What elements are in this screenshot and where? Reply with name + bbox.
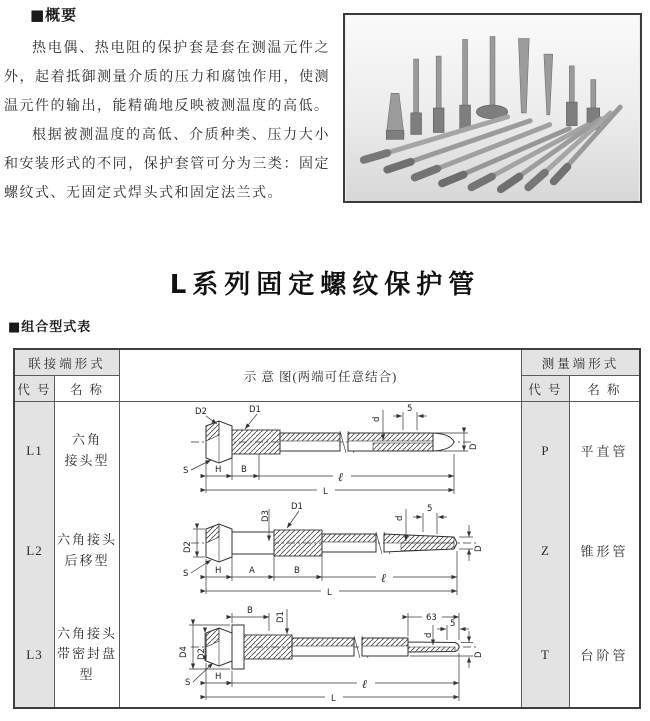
header-name-left: 名 称 bbox=[55, 376, 120, 402]
row-l2-name bbox=[55, 499, 119, 602]
dim-label-d2: D2 bbox=[194, 407, 207, 417]
dim-label-ell: ℓ bbox=[337, 470, 343, 484]
dim-label-D: D bbox=[473, 651, 484, 658]
row-l1-diagram bbox=[120, 402, 521, 499]
row-l1-code: L1 bbox=[26, 442, 43, 458]
header-code-right: 代 号 bbox=[522, 376, 570, 402]
row-l2-name-line2: 后移型 bbox=[64, 552, 110, 568]
dim-label-s: S bbox=[184, 678, 190, 688]
dim-label-d2: D2 bbox=[182, 541, 193, 553]
dim-label-ell: ℓ bbox=[380, 571, 386, 585]
dim-label-s: S bbox=[182, 466, 188, 476]
column-connection-name bbox=[55, 402, 120, 707]
dim-label-d: d bbox=[423, 632, 434, 638]
row-l3-meas-name: 台阶管 bbox=[580, 648, 629, 663]
row-l2-name-line1: 六角接头 bbox=[56, 532, 117, 548]
column-connection-code bbox=[15, 402, 55, 707]
dim-label-d2: D2 bbox=[196, 648, 207, 660]
row-l1-name-line1: 六角 bbox=[71, 432, 102, 448]
l2-drawing bbox=[191, 524, 476, 562]
row-l2-meas-name: 锥形管 bbox=[580, 544, 629, 559]
dim-label-l: L bbox=[322, 487, 328, 497]
dim-label-s: S bbox=[182, 569, 188, 579]
column-measuring-code bbox=[522, 402, 570, 707]
header-name-right: 名 称 bbox=[570, 376, 639, 402]
product-photo-frame bbox=[343, 13, 642, 203]
schematic-l3 bbox=[121, 601, 521, 708]
l1-drawing bbox=[191, 421, 473, 463]
dim-label-d: d bbox=[394, 515, 405, 521]
overview-paragraph-2: 根据被测温度的高低、介质种类、压力大小和安装形式的不同，保护套管可分为三类：固定螺纹式、无固定式焊头式和固定法兰式。 bbox=[4, 128, 330, 201]
dim-label-5: 5 bbox=[449, 619, 455, 629]
dim-label-a: A bbox=[248, 566, 255, 576]
dim-label-5: 5 bbox=[426, 504, 432, 514]
row-l3-diagram bbox=[120, 602, 521, 707]
row-l3-code: L3 bbox=[26, 646, 43, 662]
dim-label-d: d bbox=[371, 416, 382, 422]
row-l3-name-line1: 六角接头 bbox=[56, 626, 117, 642]
header-connection-end: 联接端形式 bbox=[15, 350, 120, 376]
header-measuring-end: 测量端形式 bbox=[522, 350, 639, 376]
overview-text bbox=[4, 34, 330, 208]
dim-label-d1: D1 bbox=[248, 405, 261, 415]
row-l2-meas-code: Z bbox=[541, 542, 550, 558]
dim-label-l: L bbox=[326, 588, 332, 598]
dim-label-h: H bbox=[214, 465, 221, 475]
schematic-l2 bbox=[121, 499, 521, 602]
dim-label-h: H bbox=[214, 672, 221, 682]
dim-label-63: 63 bbox=[425, 613, 437, 623]
column-measuring-name bbox=[570, 402, 639, 707]
dim-label-D: D bbox=[468, 443, 479, 450]
dim-label-d1: D1 bbox=[290, 502, 303, 512]
dim-label-D: D bbox=[473, 545, 484, 552]
row-l3-name bbox=[55, 602, 119, 707]
dim-label-ell: ℓ bbox=[361, 677, 367, 691]
dim-label-h: H bbox=[214, 566, 221, 576]
dim-label-5: 5 bbox=[406, 404, 412, 414]
header-diagram: 示 意 图(两端可任意结合) bbox=[120, 350, 522, 402]
row-l3-name-line2: 带密封盘型 bbox=[56, 646, 117, 682]
dim-label-b: B bbox=[293, 566, 300, 576]
combo-table-heading: ■组合型式表 bbox=[8, 320, 92, 335]
dim-label-d4: D4 bbox=[178, 646, 189, 658]
combination-type-table bbox=[13, 348, 641, 709]
row-l2-code: L2 bbox=[26, 542, 43, 558]
page-title: L系列固定螺纹保护管 bbox=[169, 270, 481, 300]
row-l1-meas-code: P bbox=[541, 442, 550, 458]
column-diagrams bbox=[120, 402, 522, 707]
overview-heading: ■概要 bbox=[30, 6, 78, 24]
header-code-left: 代 号 bbox=[15, 376, 55, 402]
dim-label-d3: D3 bbox=[260, 510, 271, 522]
dim-label-l: L bbox=[330, 694, 336, 704]
row-l1-name bbox=[55, 402, 119, 499]
row-l3-meas-code: T bbox=[541, 646, 550, 662]
product-photo bbox=[345, 15, 640, 201]
row-l2-diagram bbox=[120, 499, 521, 602]
row-l1-meas-name: 平直管 bbox=[580, 444, 629, 459]
dim-label-b: B bbox=[246, 606, 253, 616]
row-l1-name-line2: 接头型 bbox=[64, 452, 110, 468]
overview-paragraph-1: 热电偶、热电阻的保护套是套在测温元件之外，起着抵御测量介质的压力和腐蚀作用，使测温元件的输出，能精确地反映被测温度的高低。 bbox=[4, 41, 330, 114]
dim-label-b: B bbox=[240, 465, 247, 475]
dim-label-d1: D1 bbox=[275, 611, 286, 623]
schematic-l1 bbox=[121, 402, 521, 499]
